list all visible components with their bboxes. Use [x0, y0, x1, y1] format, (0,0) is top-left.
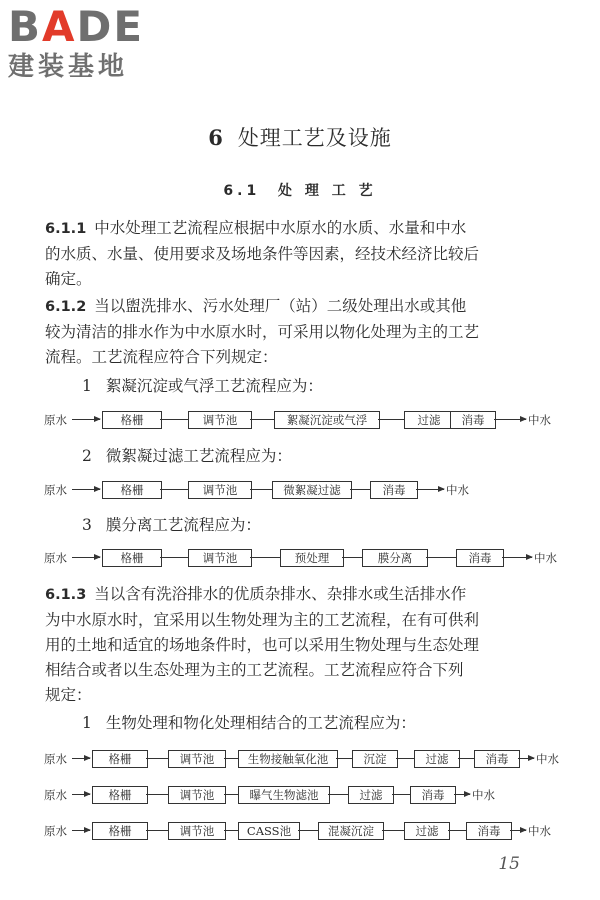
section-heading — [0, 180, 600, 200]
clause-6-1-2 — [45, 294, 535, 370]
flow-end-label: 中水 — [534, 551, 557, 565]
chapter-number: 6 — [208, 125, 224, 150]
section-number: 6.1 — [223, 183, 261, 199]
flow-step: 调节池 — [188, 481, 252, 499]
flow-step: 格栅 — [102, 481, 162, 499]
publisher-logo — [8, 4, 178, 82]
clause-text-line: 流程。工艺流程应符合下列规定： — [45, 348, 278, 366]
flow-start-label: 原水 — [44, 788, 67, 802]
clause-text-line: 为中水原水时，宜采用以生物处理为主的工艺流程，在有可供利 — [45, 611, 480, 629]
flow-arrow — [72, 830, 90, 831]
flow-connector — [298, 830, 318, 831]
flow-connector — [146, 758, 168, 759]
flow-step: 格栅 — [92, 786, 148, 804]
logo-wordmark: BADE — [8, 2, 145, 51]
flow-connector — [392, 794, 410, 795]
flow-step: 曝气生物滤池 — [238, 786, 330, 804]
flow-step: 絮凝沉淀或气浮 — [274, 411, 380, 429]
list-item — [82, 444, 292, 469]
flow-step: 调节池 — [188, 549, 252, 567]
flow-step: 消毒 — [466, 822, 512, 840]
flow-connector — [396, 758, 414, 759]
flow-connector — [250, 419, 274, 420]
flow-step: CASS池 — [238, 822, 300, 840]
flow-connector — [382, 830, 404, 831]
flow-start-label: 原水 — [44, 752, 67, 766]
flow-step: 调节池 — [188, 411, 252, 429]
flow-arrow — [502, 557, 532, 558]
flow-connector — [146, 830, 168, 831]
clause-number: 6.1.1 — [45, 221, 87, 237]
flow-diagram-2 — [44, 479, 469, 501]
flow-end-label: 中水 — [446, 483, 469, 497]
flow-connector — [160, 557, 188, 558]
flow-step: 格栅 — [92, 750, 148, 768]
flow-step: 过滤 — [404, 411, 454, 429]
flow-step: 过滤 — [414, 750, 460, 768]
flow-start-label: 原水 — [44, 483, 67, 497]
logo-subtitle: 建装基地 — [8, 52, 129, 82]
flow-connector — [458, 758, 474, 759]
flow-step: 调节池 — [168, 750, 226, 768]
flow-connector — [250, 557, 280, 558]
flow-start-label: 原水 — [44, 551, 67, 565]
flow-step: 消毒 — [456, 549, 504, 567]
flow-arrow — [518, 758, 534, 759]
flow-arrow — [454, 794, 470, 795]
clause-text-line: 中水处理工艺流程应根据中水原水的水质、水量和中水 — [94, 219, 467, 237]
flow-arrow — [72, 557, 100, 558]
flow-step: 过滤 — [404, 822, 450, 840]
flow-step: 调节池 — [168, 786, 226, 804]
flow-step: 格栅 — [102, 549, 162, 567]
clause-text-line: 的水质、水量、使用要求及场地条件等因素，经技术经济比较后 — [45, 245, 480, 263]
clause-text-line: 当以含有洗浴排水的优质杂排水、杂排水或生活排水作 — [94, 585, 467, 603]
flow-diagram-1 — [44, 409, 504, 431]
flow-step: 格栅 — [102, 411, 162, 429]
flow-arrow — [72, 758, 90, 759]
flow-diagram-1-tail — [461, 409, 566, 431]
flow-step: 过滤 — [348, 786, 394, 804]
flow-end-label: 中水 — [536, 752, 559, 766]
section-title: 处 理 工 艺 — [277, 183, 377, 199]
flow-arrow — [494, 419, 526, 420]
list-item — [82, 711, 416, 736]
clause-text-line: 当以盥洗排水、污水处理厂（站）二级处理出水或其他 — [94, 297, 467, 315]
flow-arrow — [416, 489, 444, 490]
flow-connector — [146, 794, 168, 795]
item-text: 膜分离工艺流程应为： — [105, 516, 261, 534]
flow-connector — [224, 758, 238, 759]
flow-connector — [336, 758, 352, 759]
flow-step: 消毒 — [370, 481, 418, 499]
flow-step: 生物接触氧化池 — [238, 750, 338, 768]
clause-number: 6.1.2 — [45, 299, 87, 315]
clause-text-line: 规定： — [45, 686, 92, 704]
item-number: 3 — [82, 516, 92, 534]
clause-text-line: 用的土地和适宜的场地条件时，也可以采用生物处理与生态处理 — [45, 636, 480, 654]
flow-connector — [250, 489, 272, 490]
flow-diagram-3 — [44, 547, 557, 569]
flow-diagram-4 — [44, 748, 559, 770]
flow-diagram-5 — [44, 784, 495, 806]
flow-connector — [160, 489, 188, 490]
flow-step: 预处理 — [280, 549, 344, 567]
flow-step: 沉淀 — [352, 750, 398, 768]
flow-step: 消毒 — [450, 411, 496, 429]
flow-step: 消毒 — [474, 750, 520, 768]
flow-connector — [224, 794, 238, 795]
clause-number: 6.1.3 — [45, 587, 87, 603]
clause-text-line: 较为清洁的排水作为中水原水时，可采用以物化处理为主的工艺 — [45, 323, 480, 341]
chapter-title: 处理工艺及设施 — [237, 126, 392, 150]
flow-connector — [350, 489, 370, 490]
item-number: 1 — [82, 377, 92, 395]
flow-step: 膜分离 — [362, 549, 428, 567]
item-text: 絮凝沉淀或气浮工艺流程应为： — [105, 377, 323, 395]
item-text: 微絮凝过滤工艺流程应为： — [105, 447, 292, 465]
clause-text-line: 相结合或者以生态处理为主的工艺流程。工艺流程应符合下列 — [45, 661, 464, 679]
flow-start-label: 原水 — [44, 413, 67, 427]
flow-arrow — [510, 830, 526, 831]
flow-arrow — [72, 489, 100, 490]
flow-step: 调节池 — [168, 822, 226, 840]
flow-step: 混凝沉淀 — [318, 822, 384, 840]
chapter-heading — [0, 122, 600, 152]
flow-end-label: 中水 — [528, 413, 551, 427]
flow-connector — [426, 557, 456, 558]
clause-6-1-3 — [45, 582, 535, 708]
flow-end-label: 中水 — [528, 824, 551, 838]
flow-arrow — [72, 419, 100, 420]
page-number: 15 — [498, 854, 520, 874]
flow-diagram-6 — [44, 820, 551, 842]
flow-step: 消毒 — [410, 786, 456, 804]
flow-step: 格栅 — [92, 822, 148, 840]
flow-start-label: 原水 — [44, 824, 67, 838]
list-item — [82, 374, 323, 399]
flow-end-label: 中水 — [472, 788, 495, 802]
flow-connector — [160, 419, 188, 420]
item-text: 生物处理和物化处理相结合的工艺流程应为： — [105, 714, 416, 732]
flow-connector — [224, 830, 238, 831]
flow-step: 微絮凝过滤 — [272, 481, 352, 499]
flow-connector — [378, 419, 404, 420]
clause-6-1-1 — [45, 216, 535, 292]
flow-connector — [448, 830, 466, 831]
flow-arrow — [72, 794, 90, 795]
clause-text-line: 确定。 — [45, 270, 92, 288]
list-item — [82, 513, 261, 538]
flow-connector — [342, 557, 362, 558]
item-number: 2 — [82, 447, 92, 465]
flow-connector — [328, 794, 348, 795]
item-number: 1 — [82, 714, 92, 732]
